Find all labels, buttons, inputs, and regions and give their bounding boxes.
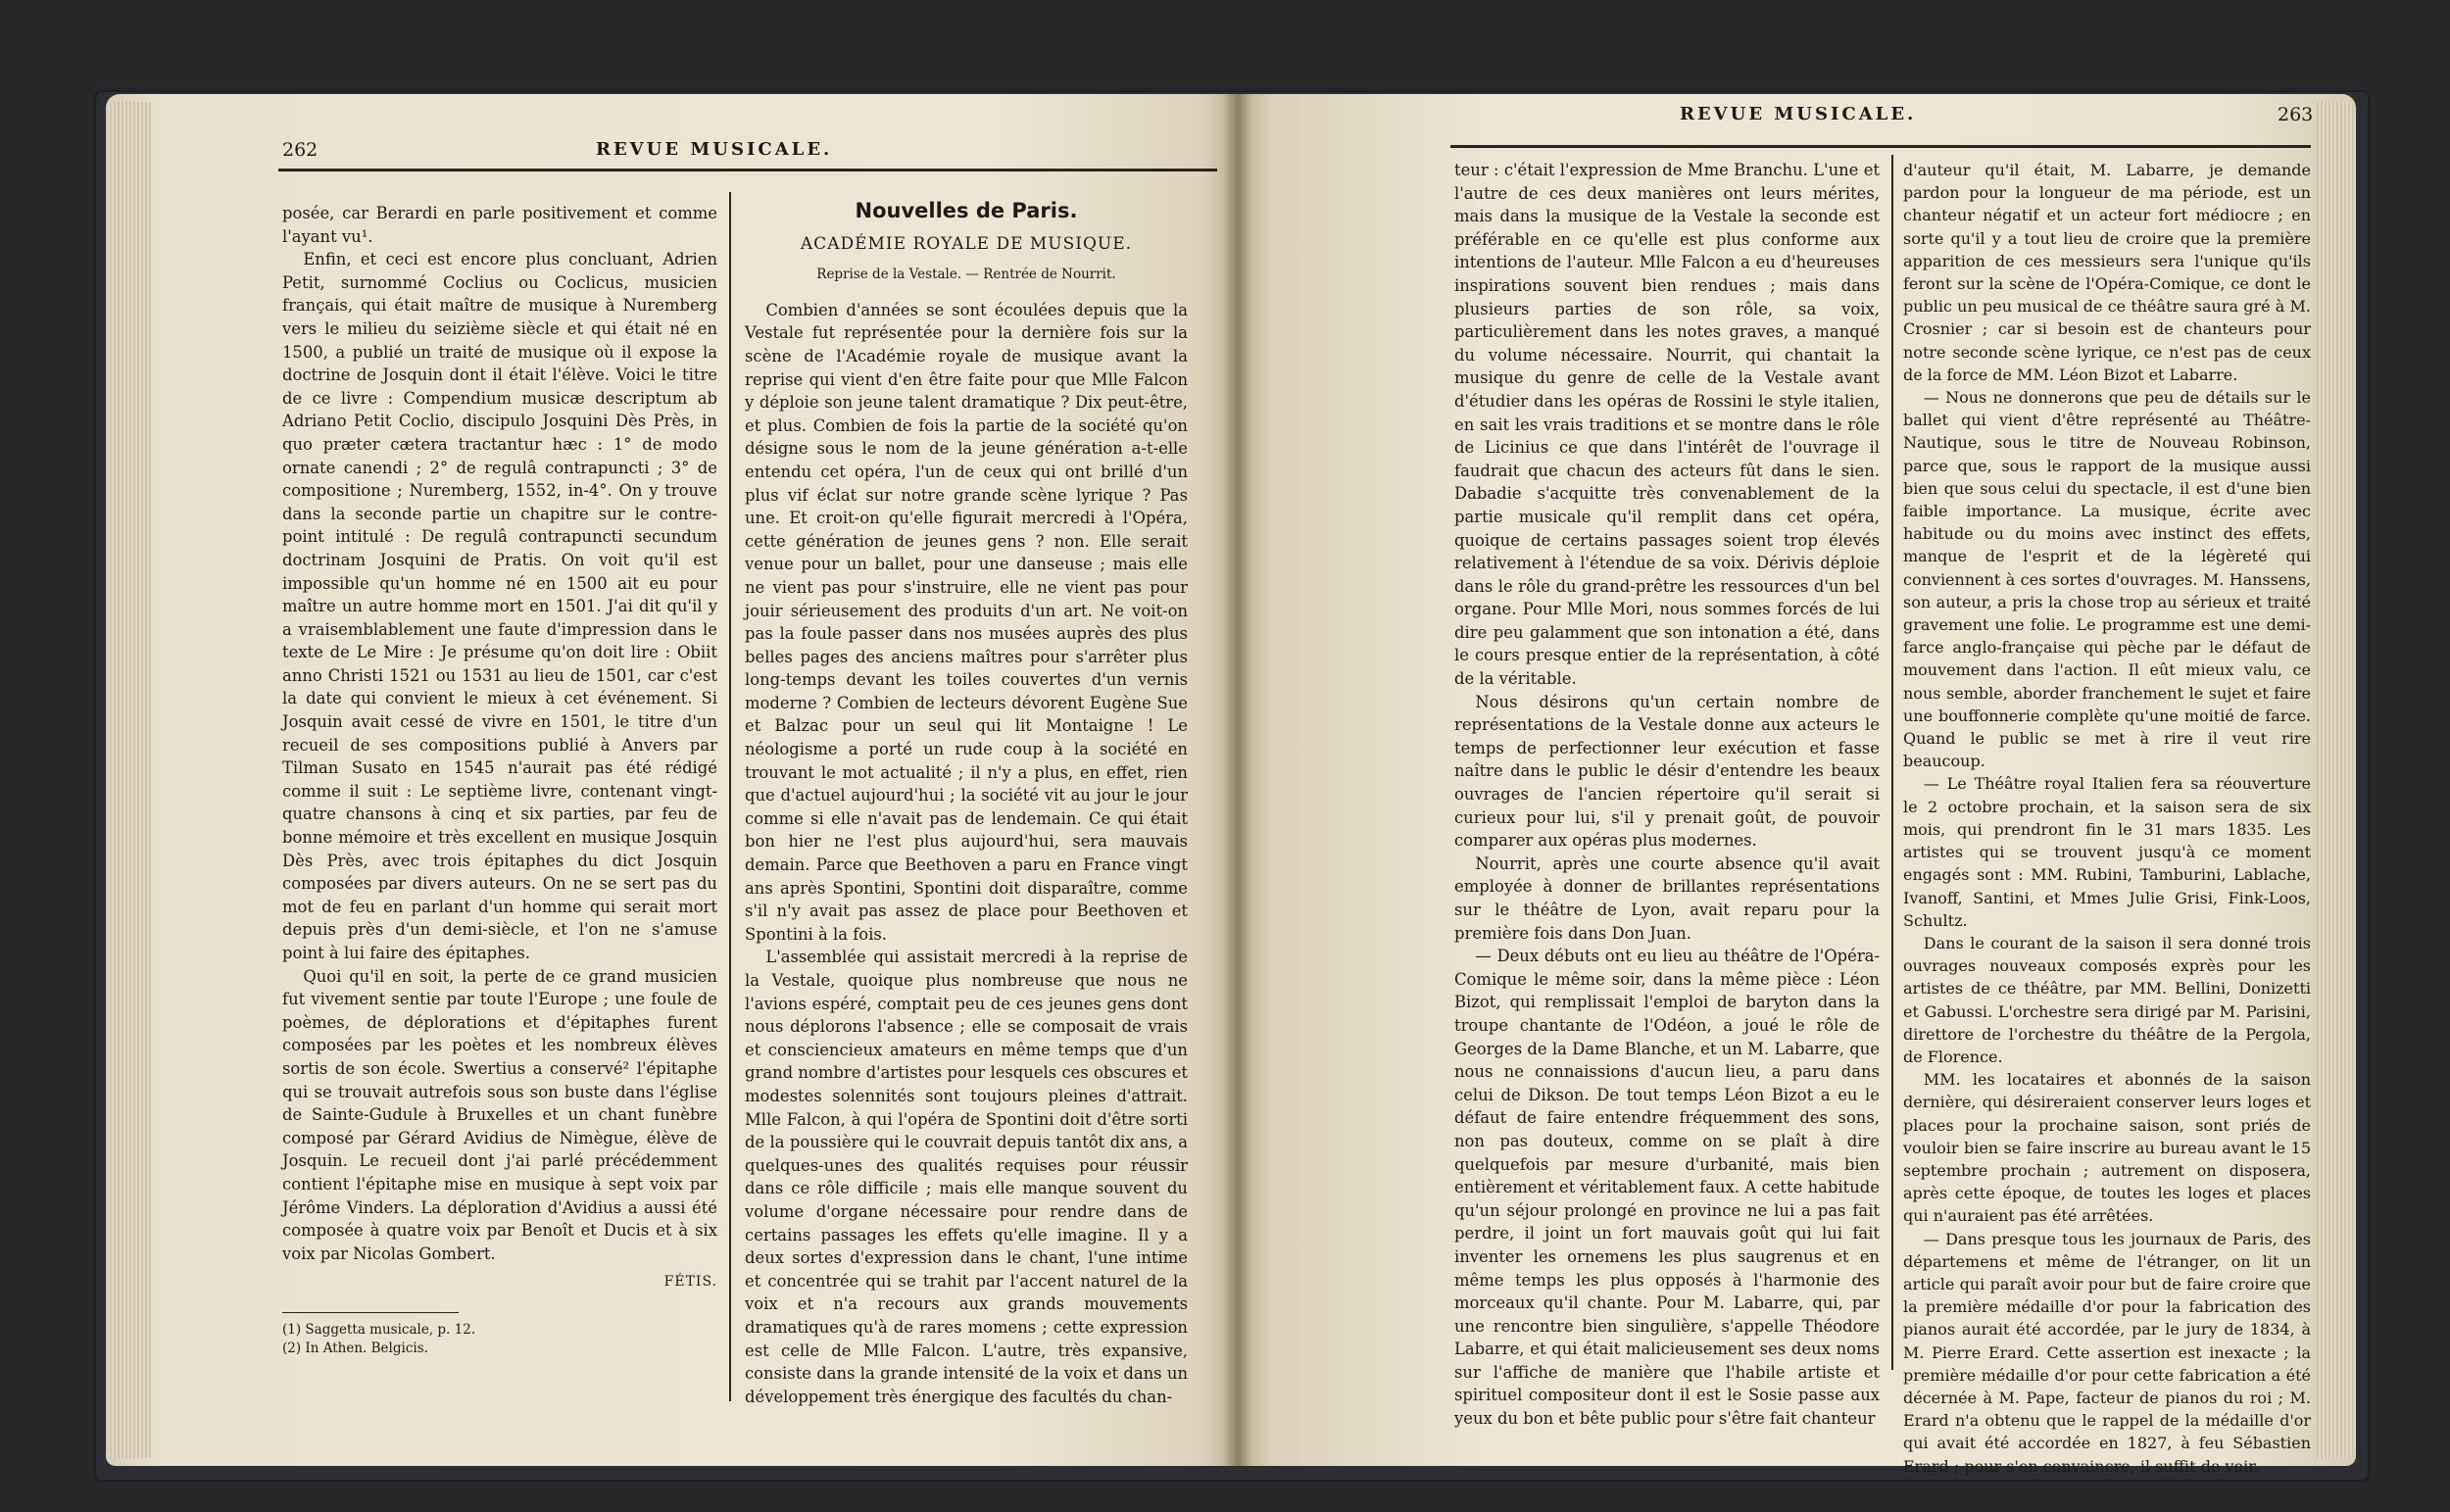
section-subheading: Reprise de la Vestale. — Rentrée de Nourrit. [816, 267, 1116, 283]
paragraph: Combien d'années se sont écoulées depuis que la Vestale fut représentée pour la dernière fois sur la scène de l'Académie royale de musique avant la reprise qui vient d'en être faite pour que Mlle Falcon y déploie son jeune talent dramatique ? Dix peut-être, et plus. Combien de fois la partie de la société qu'on désigne sous le nom de la jeune génération a-t-elle entendu cet opéra, l'un de ceux qui ont brillé d'un plus vif éclat sur notre grande scène lyrique ? Pas une. Et croit-on qu'elle figurait mercredi à l'Opéra, cette génération de jeunes gens ? non. Elle serait venue pour un ballet, pour une danseuse ; mais elle ne vient pas pour s'instruire, elle ne vient pas pour jouir sérieusement des produits d'un art. Ne voit-on pas la foule passer dans nos musées auprès des plus belles pages des anciens maîtres pour s'arrêter plus long-temps devant les toiles couvertes d'un vernis moderne ? Combien de lecteurs dévorent Eugène Sue et Balzac pour un seul qui lit Montaigne ! Le néologisme a porté un rude coup à la société en trouvant le mot actualité ; il n'y a plus, en effet, rien que d'actuel aujourd'hui ; la société vit au jour le jour comme si elle n'avait pas de lendemain. Ce qui était bon hier ne l'est plus aujourd'hui, sera mauvais demain. Parce que Beethoven a paru en France vingt ans après Spontini, Spontini doit disparaître, comme s'il n'y avait pas assez de place pour Beethoven et Spontini à la fois. [745, 300, 1188, 944]
right-page [1237, 94, 2356, 1476]
paragraph: — Nous ne donnerons que peu de détails sur le ballet qui vient d'être représenté au Théâtre-Nautique, sous le titre de Nouveau Robinson, parce que, sous le rapport de la musique aussi bien que sous celui du spectacle, il est d'une bien faible importance. La musique, écrite avec habitude ou du moins avec instinct des effets, manque de l'esprit et de la légèreté qui conviennent à ces sortes d'ouvrages. M. Hanssens, son auteur, a pris la chose trop au sérieux et traité gravement une folie. Le programme est une demi-farce anglo-française qui pèche par le défaut de mouvement dans l'action. Il eût mieux valu, ce nous semble, aborder franchement le sujet et faire une bouffonnerie complète qu'une moitié de farce. Quand le public se met à rire il veut rire beaucoup. [1903, 388, 2311, 771]
left-header-rule [278, 169, 1217, 171]
right-running-title: REVUE MUSICALE. [1680, 104, 1917, 124]
paragraph: posée, car Berardi en parle positivement et comme l'ayant vu¹. [282, 204, 717, 246]
footnote: (2) In Athen. Belgicis. [282, 1340, 428, 1356]
right-column-2 [1903, 159, 2311, 1478]
paragraph: Enfin, et ceci est encore plus concluant, Adrien Petit, surnommé Coclius ou Coclicus, musicien français, qui était maître de musique à Nuremberg vers le milieu du seizième siècle et qui était né en 1500, a publié un traité de musique où il expose la doctrine de Josquin dont il était l'élève. Voici le titre de ce livre : Compendium musicæ descriptum ab Adriano Petit Coclio, discipulo Josquini Dès Près, in quo præter cætera tractantur hæc : 1° de modo ornate canendi ; 2° de regulâ contrapuncti ; 3° de compositione ; Nuremberg, 1552, in-4°. On y trouve dans la seconde partie un chapitre sur le contre-point intitulé : De regulâ contrapuncti secundum doctrinam Josquini de Pratis. On voit qu'il est impossible qu'un homme né en 1500 ait eu pour maître un autre homme mort en 1501. J'ai dit qu'il y a vraisemblablement une faute d'impression dans le texte de Le Mire : Je présume qu'on doit lire : Obiit anno Christi 1521 ou 1531 au lieu de 1501, car c'est la date qui convient le mieux à cet événement. Si Josquin avait cessé de vivre en 1501, le titre d'un recueil de ses compositions publié à Anvers par Tilman Susato en 1545 n'aurait pas été rédigé comme il suit : Le septième livre, contenant vingt-quatre chansons à cinq et six parties, par feu de bonne mémoire et très excellent en musique Josquin Dès Près, avec trois épitaphes du dict Josquin composées par divers auteurs. On ne se sert pas du mot de feu en parlant d'un homme qui serait mort depuis près d'un demi-siècle, et l'on ne s'amuse point à lui faire des épitaphes. [282, 250, 717, 962]
open-book [106, 94, 2356, 1476]
left-column-1 [282, 202, 717, 1358]
section-subtitle: ACADÉMIE ROYALE DE MUSIQUE. [800, 233, 1133, 254]
paragraph: MM. les locataires et abonnés de la saison dernière, qui désireraient conserver leurs loges et places pour la prochaine saison, sont priés de vouloir bien se faire inscrire au bureau avant le 15 septembre prochain ; autrement on disposera, après cette époque, de toutes les loges et places qui n'auraient pas été arrêtées. [1903, 1070, 2311, 1226]
left-page-header [106, 139, 1237, 178]
left-column-2 [745, 200, 1188, 1408]
left-page-edges [106, 102, 151, 1458]
paragraph: teur : c'était l'expression de Mme Branchu. L'une et l'autre de ces deux manières ont leurs mérites, mais dans la musique de la Vestale la seconde est préférable en ce qu'elle est plus conforme aux intentions de l'auteur. Mlle Falcon a eu d'heureuses inspirations souvent bien rendues ; mais dans plusieurs parties de son rôle, sa voix, particulièrement dans les notes graves, a manqué du volume nécessaire. Nourrit, qui chantait la musique du genre de celle de la Vestale avant d'étudier dans les opéras de Rossini le style italien, en sait les vrais traditions et se montre dans le rôle de Licinius ce que dans l'intérêt de l'ouvrage il faudrait que chacun des acteurs fût dans le sien. Dabadie s'acquitte très convenablement de la partie musicale qu'il remplit dans cet opéra, quoique de certains passages soient trop élevés relativement à l'étendue de sa voix. Dérivis déploie dans le rôle du grand-prêtre les ressources d'un bel organe. Pour Mlle Mori, nous sommes forcés de lui dire peu galamment que son intonation a été, dans le cours presque entier de la représentation, à côté de la véritable. [1454, 161, 1880, 689]
paragraph: Quoi qu'il en soit, la perte de ce grand musicien fut vivement sentie par toute l'Europe ; une foule de poèmes, de déplorations et d'épitaphes furent composées par les poètes et les nombreux élèves sortis de son école. Swertius a conservé² l'épitaphe qui se trouvait autrefois sous son buste dans l'église de Sainte-Gudule à Bruxelles et un chant funèbre composé par Gérard Avidius de Nimègue, élève de Josquin. Le recueil dont j'ai parlé précédemment contient l'épitaphe mise en musique à sept voix par Jérôme Vinders. La déploration d'Avidius a aussi été composée à quatre voix par Benoît et Ducis et à six voix par Nicolas Gombert. [282, 966, 717, 1263]
paragraph: — Deux débuts ont eu lieu au théâtre de l'Opéra-Comique le même soir, dans la même pièce : Léon Bizot, qui remplissait l'emploi de baryton dans la troupe chantante de l'Odéon, a joué le rôle de Georges de la Dame Blanche, et un M. Labarre, que nous ne connaissions d'aucun lieu, a paru dans celui de Dikson. De tout temps Léon Bizot a eu le défaut de faire entendre fréquemment des sons, non pas douteux, comme on se plaît à dire quelquefois par mesure d'urbanité, mais bien entièrement et véritablement faux. A cette habitude qu'un séjour prolongé en province ne lui a pas fait perdre, il joint un fort mauvais goût qui lui fait inventer les ornemens les plus saugrenus et en même temps les plus opposés à l'harmonie des morceaux qu'il chante. Pour M. Labarre, qui, par une rencontre bien singulière, s'appelle Théodore Labarre, et qui était malicieusement ses deux noms sur l'affiche de manière que l'habile artiste et spirituel compositeur dont il est le Sosie passe aux yeux du bon et bête public pour s'être fait chanteur [1454, 947, 1880, 1429]
book-gutter [1223, 94, 1252, 1466]
paragraph: Nourrit, après une courte absence qu'il avait employée à donner de brillantes représentations sur le théâtre de Lyon, avait reparu pour la première fois dans Don Juan. [1454, 854, 1880, 943]
right-page-edges [2317, 102, 2356, 1458]
right-page-number: 263 [2278, 104, 2314, 125]
left-page-number: 262 [282, 139, 318, 161]
paragraph: — Dans presque tous les journaux de Paris, des départemens et même de l'étranger, on lit un article qui paraît avoir pour but de faire croire que la première médaille d'or pour la fabrication des pianos aurait été accordée, par le jury de 1834, à M. Pierre Erard. Cette assertion est inexacte ; la première médaille d'or pour cette fabrication a été décernée à M. Pape, facteur de pianos du roi ; M. Erard n'a obtenu que le rappel de la médaille d'or qui avait été accordée en 1827, à feu Sébastien Erard ; pour s'en convaincre, il suffit de voir, [1903, 1229, 2311, 1476]
paragraph: L'assemblée qui assistait mercredi à la reprise de la Vestale, quoique plus nombreuse que nous ne l'avions espéré, comptait peu de ces jeunes gens dont nous déplorons l'absence ; elle se composait de vrais et consciencieux amateurs en même temps que d'un grand nombre d'artistes pour lesquels ces obscures et modestes solennités sont toujours pleines d'attrait. Mlle Falcon, à qui l'opéra de Spontini doit d'être sorti de la poussière qui le couvrait depuis tantôt dix ans, a quelques-unes des qualités requises pour réussir dans ce rôle difficile ; mais elle manque souvent du volume d'organe nécessaire pour rendre dans de certains passages les effets qu'elle imagine. Il y a deux sortes d'expression dans le chant, l'une intime et concentrée qui se trahit par l'accent naturel de la voix et n'a recours aux grands mouvements dramatiques qu'à de rares momens ; cette expression est celle de Mlle Falcon. L'autre, très expansive, consiste dans la grande intensité de la voix et dans un développement très énergique des facultés du chan- [745, 948, 1188, 1406]
left-page [106, 94, 1237, 1466]
paragraph: d'auteur qu'il était, M. Labarre, je demande pardon pour la longueur de ma période, est un chanteur négatif et un acteur fort médiocre ; en sorte qu'il y a tout lieu de croire que la première apparition de ces messieurs sera l'unique qu'ils feront sur la scène de l'Opéra-Comique, ce dont le public un peu musical de ce théâtre saura gré à M. Crosnier ; car si besoin est de chanteurs pour notre seconde scène lyrique, ce n'est pas de ceux de la force de MM. Léon Bizot et Labarre. [1903, 161, 2311, 384]
left-running-title: REVUE MUSICALE. [596, 139, 833, 160]
column-divider [729, 192, 731, 1401]
paragraph: — Le Théâtre royal Italien fera sa réouverture le 2 octobre prochain, et la saison sera de six mois, qui prendront fin le 31 mars 1835. Les artistes qui se trouvent jusqu'à ce moment engagés sont : MM. Rubini, Tamburini, Lablache, Ivanoff, Santini, et Mmes Julie Grisi, Fink-Loos, Schultz. [1903, 774, 2311, 930]
column-divider [1891, 155, 1893, 1370]
signature: FÉTIS. [663, 1274, 717, 1291]
paragraph: Dans le courant de la saison il sera donné trois ouvrages nouveaux composés exprès pour les artistes de ce théâtre, par MM. Bellini, Donizetti et Gabussi. L'orchestre sera dirigé par M. Parisini, direttore de l'orchestre du théâtre de la Pergola, de Florence. [1903, 933, 2311, 1066]
section-title: Nouvelles de Paris. [855, 199, 1078, 222]
paragraph: Nous désirons qu'un certain nombre de représentations de la Vestale donne aux acteurs le temps de perfectionner leur exécution et fasse naître dans le public le désir d'entendre les beaux ouvrages de l'ancien répertoire qu'il serait si curieux pour lui, s'il y prenait goût, de pouvoir comparer aux opéras plus modernes. [1454, 692, 1880, 851]
footnote: (1) Saggetta musicale, p. 12. [282, 1321, 476, 1338]
footnote-rule [282, 1312, 459, 1313]
right-column-1 [1454, 159, 1880, 1431]
right-page-header [1237, 104, 2356, 143]
right-header-rule [1450, 145, 2311, 148]
